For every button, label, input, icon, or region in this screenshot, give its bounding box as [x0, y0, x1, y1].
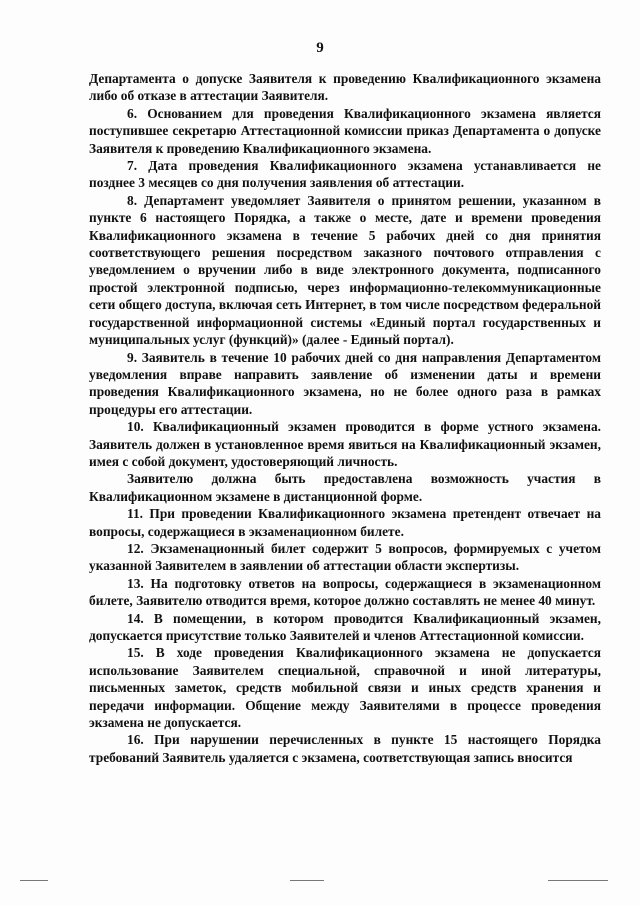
scan-artifact-center [290, 880, 324, 881]
scan-artifact-right [548, 880, 608, 881]
paragraph-6: 6. Основанием для проведения Квалификационного экзамена является поступившее секретарю Аттестационной комиссии приказ Департамента о допуске Заявителя к проведению Квалификационного экзамена. [89, 105, 601, 156]
paragraph-15: 15. В ходе проведения Квалификационного экзамена не допускается использование Заявителем специальной, справочной и иной литературы, письменных заметок, средств мобильной связи и иных средств хранения и передачи информации. Общение между Заявителями в процессе проведения экзамена не допускается. [89, 645, 601, 731]
paragraph-8: 8. Департамент уведомляет Заявителя о принятом решении, указанном в пункте 6 настоящего Порядка, а также о месте, дате и времени проведения Квалификационного экзамена в течение 5 рабочих дней со дня принятия соответствующего решения посредством заказного почтового отправления с уведомлением о вручении либо в виде электронного документа, подписанного простой электронной подписью, через информационно-телекоммуникационные сети общего доступа, включая сеть Интернет, в том числе посредством федеральной государственной информационной системы «Единый портал государственных и муниципальных услуг (функций)» (далее - Единый портал). [89, 192, 601, 348]
paragraph-14: 14. В помещении, в котором проводится Квалификационный экзамен, допускается присутствие только Заявителей и членов Аттестационной комиссии. [89, 610, 601, 643]
paragraph-11: 11. При проведении Квалификационного экзамена претендент отвечает на вопросы, содержащиеся в экзаменационном билете. [89, 506, 601, 539]
document-body [89, 70, 601, 766]
paragraph-16: 16. При нарушении перечисленных в пункте 15 настоящего Порядка требований Заявитель удаляется с экзамена, соответствующая запись вносится [89, 732, 601, 765]
paragraph-10: 10. Квалификационный экзамен проводится в форме устного экзамена. Заявитель должен в установленное время явиться на Квалификационный экзамен, имея с собой документ, удостоверяющий личность. [89, 419, 601, 469]
paragraph-13: 13. На подготовку ответов на вопросы, содержащиеся в экзаменационном билете, Заявителю отводится время, которое должно составлять не менее 40 минут. [89, 575, 601, 609]
paragraph-12: 12. Экзаменационный билет содержит 5 вопросов, формируемых с учетом указанной Заявителем в заявлении об аттестации области экспертизы. [89, 540, 601, 574]
paragraph-10-remote: Заявителю должна быть предоставлена возможность участия в Квалификационном экзамене в дистанционной форме. [89, 471, 601, 504]
paragraph-7: 7. Дата проведения Квалификационного экзамена устанавливается не позднее 3 месяцев со дня получения заявления об аттестации. [89, 158, 601, 191]
paragraph-continuation: Департамента о допуске Заявителя к проведению Квалификационного экзамена либо об отказе в аттестации Заявителя. [89, 71, 601, 104]
page-number: 9 [316, 40, 324, 56]
paragraph-9: 9. Заявитель в течение 10 рабочих дней со дня направления Департаментом уведомления вправе направить заявление об изменении даты и времени проведения Квалификационного экзамена, но не более одного раза в рамках процедуры его аттестации. [89, 349, 601, 417]
scan-artifact-left [20, 880, 48, 881]
